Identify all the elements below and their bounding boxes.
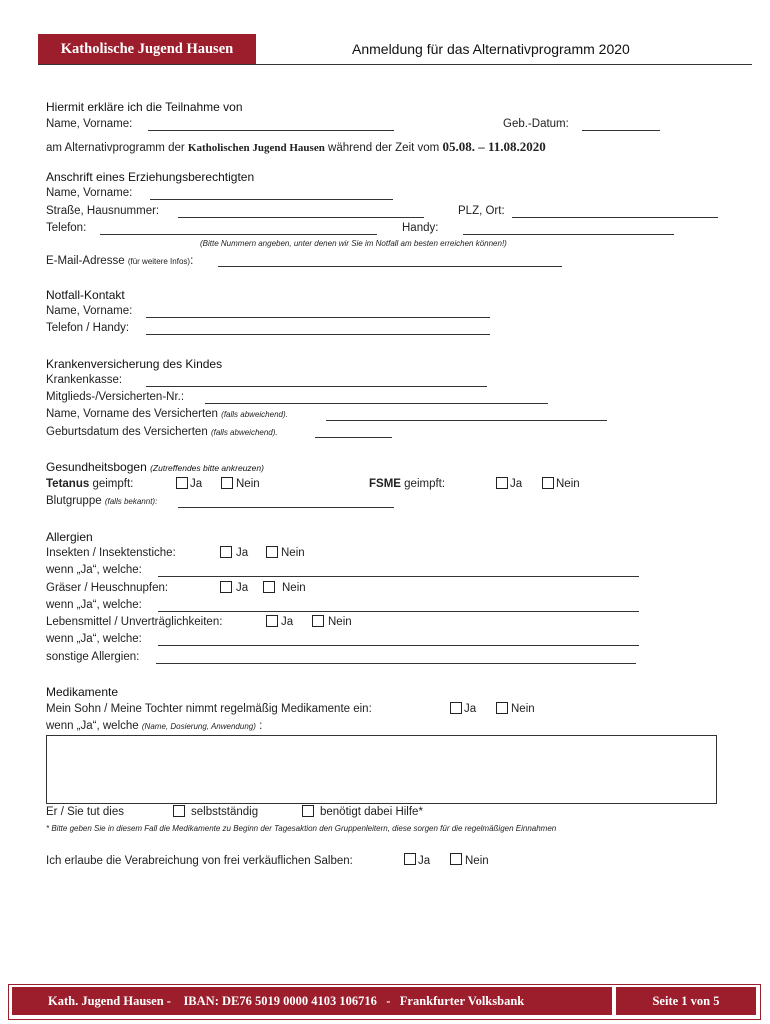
medication-which-note: (Name, Dosierung, Anwendung) <box>141 722 256 731</box>
grass-which-field[interactable] <box>158 611 639 612</box>
grass-no-checkbox[interactable] <box>263 581 275 593</box>
food-no-label: Nein <box>328 616 352 628</box>
tetanus-yes-checkbox[interactable] <box>176 477 188 489</box>
emergency-name-field[interactable] <box>146 317 490 318</box>
participant-dob-field[interactable] <box>582 130 660 131</box>
insects-no-checkbox[interactable] <box>266 546 278 558</box>
medication-yes-checkbox[interactable] <box>450 702 462 714</box>
guardian-phone-field[interactable] <box>100 234 377 235</box>
self-admin-label: selbstständig <box>191 806 259 818</box>
participant-dob-label: Geb.-Datum: <box>503 118 569 130</box>
emergency-name-label: Name, Vorname: <box>46 305 133 317</box>
insects-which-field[interactable] <box>158 576 639 577</box>
guardian-phone-label: Telefon: <box>46 222 87 234</box>
insects-yes-label: Ja <box>236 547 249 559</box>
period-mid: während der Zeit vom <box>328 142 440 154</box>
holder-field[interactable] <box>326 420 607 421</box>
page-title: Anmeldung für das Alternativprogramm 2020 <box>352 41 630 57</box>
email-label: E-Mail-Adresse <box>46 255 125 267</box>
header-divider <box>38 64 752 65</box>
health-heading: Gesundheitsbogen <box>46 460 147 474</box>
medication-which-colon: : <box>259 720 263 732</box>
member-number-field[interactable] <box>205 403 548 404</box>
ointment-yes-label: Ja <box>418 855 431 867</box>
participant-heading: Hiermit erkläre ich die Teilnahme von <box>46 100 243 114</box>
medication-no-checkbox[interactable] <box>496 702 508 714</box>
org-header-badge: Katholische Jugend Hausen <box>38 34 256 64</box>
food-yes-label: Ja <box>281 616 294 628</box>
needs-help-checkbox[interactable] <box>302 805 314 817</box>
medication-no-label: Nein <box>511 703 535 715</box>
food-no-checkbox[interactable] <box>312 615 324 627</box>
tetanus-label-rest: geimpft: <box>92 478 134 490</box>
grass-no-label: Nein <box>282 582 306 594</box>
food-which-label: wenn „Ja“, welche: <box>46 633 142 645</box>
fsme-label-bold: FSME <box>369 478 401 490</box>
tetanus-no-checkbox[interactable] <box>221 477 233 489</box>
footer-bank-info: Kath. Jugend Hausen - IBAN: DE76 5019 0000 4103 106716 - Frankfurter Volksbank <box>12 987 612 1015</box>
grass-which-label: wenn „Ja“, welche: <box>46 599 142 611</box>
guardian-heading: Anschrift eines Erziehungsberechtigten <box>46 170 255 184</box>
tetanus-no-label: Nein <box>236 478 260 490</box>
food-yes-checkbox[interactable] <box>266 615 278 627</box>
participant-name-field[interactable] <box>148 130 394 131</box>
insurer-label: Krankenkasse: <box>46 374 123 386</box>
guardian-name-label: Name, Vorname: <box>46 187 133 199</box>
needs-help-label: benötigt dabei Hilfe* <box>320 806 423 818</box>
footer-page-number: Seite 1 von 5 <box>616 987 756 1015</box>
emergency-phone-field[interactable] <box>146 334 490 335</box>
insects-which-label: wenn „Ja“, welche: <box>46 564 142 576</box>
medication-footnote: * Bitte geben Sie in diesem Fall die Medikamente zu Beginn der Tagesaktion den Gruppenleitern, diese sorgen für die regelmäßigen Einnahmen <box>46 824 557 833</box>
insurance-heading: Krankenversicherung des Kindes <box>46 357 223 371</box>
medication-regular-label: Mein Sohn / Meine Tochter nimmt regelmäßig Medikamente ein: <box>46 703 372 715</box>
blood-type-label: Blutgruppe <box>46 495 102 507</box>
grass-label: Gräser / Heuschnupfen: <box>46 582 169 594</box>
fsme-no-checkbox[interactable] <box>542 477 554 489</box>
other-allergies-field[interactable] <box>156 663 636 664</box>
health-heading-note: (Zutreffendes bitte ankreuzen) <box>150 463 264 473</box>
insects-label: Insekten / Insektenstiche: <box>46 547 176 559</box>
guardian-street-field[interactable] <box>178 217 424 218</box>
ointment-label: Ich erlaube die Verabreichung von frei verkäuflichen Salben: <box>46 855 353 867</box>
other-allergies-label: sonstige Allergien: <box>46 651 140 663</box>
fsme-no-label: Nein <box>556 478 580 490</box>
phone-note: (Bitte Nummern angeben, unter denen wir Sie im Notfall am besten erreichen können!) <box>200 239 507 248</box>
medication-yes-label: Ja <box>464 703 477 715</box>
fsme-label-rest: geimpft: <box>404 478 446 490</box>
tetanus-label-bold: Tetanus <box>46 478 90 490</box>
ointment-no-label: Nein <box>465 855 489 867</box>
member-number-label: Mitglieds-/Versicherten-Nr.: <box>46 391 185 403</box>
blood-type-note: (falls bekannt): <box>104 497 158 506</box>
period-prefix: am Alternativprogramm der <box>46 142 185 154</box>
allergies-heading: Allergien <box>46 530 93 544</box>
holder-dob-field[interactable] <box>315 437 392 438</box>
medication-which-label: wenn „Ja“, welche <box>46 720 139 732</box>
holder-dob-note: (falls abweichend). <box>210 428 278 437</box>
self-admin-checkbox[interactable] <box>173 805 185 817</box>
guardian-mobile-field[interactable] <box>463 234 674 235</box>
emergency-heading: Notfall-Kontakt <box>46 288 125 302</box>
insects-no-label: Nein <box>281 547 305 559</box>
ointment-yes-checkbox[interactable] <box>404 853 416 865</box>
insects-yes-checkbox[interactable] <box>220 546 232 558</box>
grass-yes-checkbox[interactable] <box>220 581 232 593</box>
food-which-field[interactable] <box>158 645 639 646</box>
email-field[interactable] <box>218 266 562 267</box>
guardian-name-field[interactable] <box>150 199 393 200</box>
holder-label: Name, Vorname des Versicherten <box>46 408 218 420</box>
insurer-field[interactable] <box>146 386 487 387</box>
medication-heading: Medikamente <box>46 685 119 699</box>
emergency-phone-label: Telefon / Handy: <box>46 322 130 334</box>
email-colon: : <box>190 255 194 267</box>
food-label: Lebensmittel / Unverträglichkeiten: <box>46 616 223 628</box>
holder-dob-label: Geburtsdatum des Versicherten <box>46 426 208 438</box>
medication-details-textarea[interactable] <box>46 735 717 804</box>
email-note: (für weitere Infos) <box>127 257 191 266</box>
participant-name-label: Name, Vorname: <box>46 118 133 130</box>
guardian-city-field[interactable] <box>512 217 718 218</box>
guardian-mobile-label: Handy: <box>402 222 439 234</box>
tetanus-yes-label: Ja <box>190 478 203 490</box>
blood-type-field[interactable] <box>178 507 394 508</box>
period-dates: 05.08. – 11.08.2020 <box>442 139 546 154</box>
guardian-street-label: Straße, Hausnummer: <box>46 205 160 217</box>
fsme-yes-checkbox[interactable] <box>496 477 508 489</box>
holder-note: (falls abweichend). <box>221 410 288 419</box>
fsme-yes-label: Ja <box>510 478 523 490</box>
ointment-no-checkbox[interactable] <box>450 853 462 865</box>
period-org-name: Katholischen Jugend Hausen <box>187 142 325 154</box>
guardian-city-label: PLZ, Ort: <box>458 205 505 217</box>
self-admin-prefix: Er / Sie tut dies <box>46 806 124 818</box>
grass-yes-label: Ja <box>236 582 249 594</box>
